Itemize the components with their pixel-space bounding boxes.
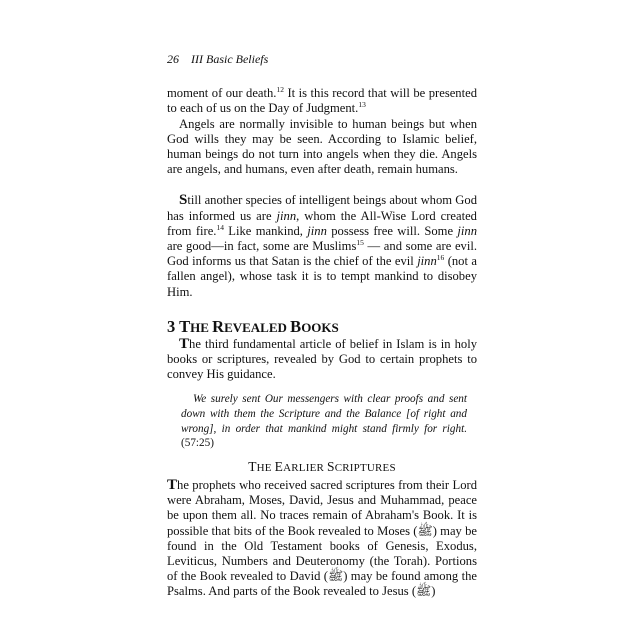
text-run: he prophets who received sacred scriptures from their Lord were Abraham, Moses, David, Jesus and Muhammad, peace be upon them all. No traces remain of Abraham's Book. It is possible that bits of the Book revealed to Moses (ﷺ) may be found in the Old Testament books of Genesis, Exodus, Leviticus, Numbers and Deuteronomy (the Torah). Portions of the Book revealed to David (ﷺ) may be found among the Psalms. And parts of the Book revealed to Jesus (ﷺ) bbox=[167, 478, 478, 599]
text-run: It is this record that will be presented to each of us on the Day of Judgment. bbox=[167, 86, 477, 116]
subsection-heading bbox=[167, 459, 477, 476]
text-run: Like mankind, bbox=[223, 223, 308, 238]
quran-quote bbox=[181, 392, 467, 450]
initial-letter: S bbox=[179, 192, 188, 209]
text-run: — and some are evil. God informs us that Satan is the chief of the evil bbox=[167, 239, 477, 269]
text-run: (not a fallen angel), whose task it is to tempt mankind to disobey Him. bbox=[167, 254, 477, 299]
initial-letter: T bbox=[179, 335, 190, 352]
text-run: are good—in fact, some are Muslims bbox=[167, 239, 357, 254]
footnote-ref: 16 bbox=[436, 253, 445, 263]
section-number: 3 bbox=[167, 316, 176, 336]
quote-text: We surely sent Our messengers with clear proofs and sent down with them the Scripture and the Balance [of right and wrong], in order that mankind might stand firmly for right. bbox=[181, 393, 467, 435]
heading-smallcaps: HE bbox=[190, 319, 213, 335]
footnote-ref: 14 bbox=[216, 222, 224, 232]
heading-cap: T bbox=[248, 458, 257, 474]
page-number: 26 bbox=[167, 52, 179, 66]
footnote-ref: 13 bbox=[358, 100, 366, 110]
heading-smallcaps: ARLIER bbox=[283, 461, 327, 474]
book-page bbox=[167, 52, 477, 600]
heading-cap: B bbox=[290, 316, 302, 336]
italic-term: jinn bbox=[307, 223, 327, 238]
initial-letter: T bbox=[167, 477, 178, 494]
heading-cap: R bbox=[212, 316, 225, 336]
heading-smallcaps: CRIPTURES bbox=[334, 461, 396, 474]
paragraph-revealed-books bbox=[167, 337, 477, 383]
text-run: he third fundamental article of belief in Islam is in holy books or scriptures, revealed by God to certain prophets to convey His guidance. bbox=[167, 336, 477, 382]
running-head bbox=[167, 52, 477, 67]
heading-smallcaps: OOKS bbox=[301, 319, 339, 335]
italic-term: jinn bbox=[417, 254, 437, 269]
heading-cap: E bbox=[274, 458, 284, 474]
footnote-ref: 15 bbox=[356, 237, 364, 247]
footnote-ref: 12 bbox=[276, 85, 284, 95]
heading-smallcaps: EVEALED bbox=[224, 319, 291, 335]
heading-smallcaps: HE bbox=[256, 461, 275, 474]
section-heading bbox=[167, 317, 477, 337]
paragraph-jinn bbox=[167, 193, 477, 299]
chapter-title: III Basic Beliefs bbox=[191, 52, 269, 66]
heading-cap: T bbox=[179, 316, 191, 336]
text-run: till another species of intelligent beings about whom God has informed us are bbox=[167, 193, 477, 223]
italic-term: jinn bbox=[276, 208, 297, 223]
text-run: possess free will. Some bbox=[326, 223, 458, 238]
paragraph-record bbox=[167, 86, 477, 116]
heading-cap: S bbox=[326, 458, 335, 474]
italic-term: jinn bbox=[457, 223, 477, 238]
paragraph-angels: Angels are normally invisible to human beings but when God wills they may be seen. According to Islamic belief, human beings do not turn into angels when they die. Angels are angels, and humans, even after death, remain humans. bbox=[167, 116, 477, 177]
text-run: , whom the All-Wise Lord created from fire. bbox=[167, 208, 477, 238]
paragraph-earlier-scriptures bbox=[167, 478, 477, 600]
quote-reference: (57:25) bbox=[181, 437, 214, 450]
text-run: moment of our death. bbox=[167, 86, 277, 101]
